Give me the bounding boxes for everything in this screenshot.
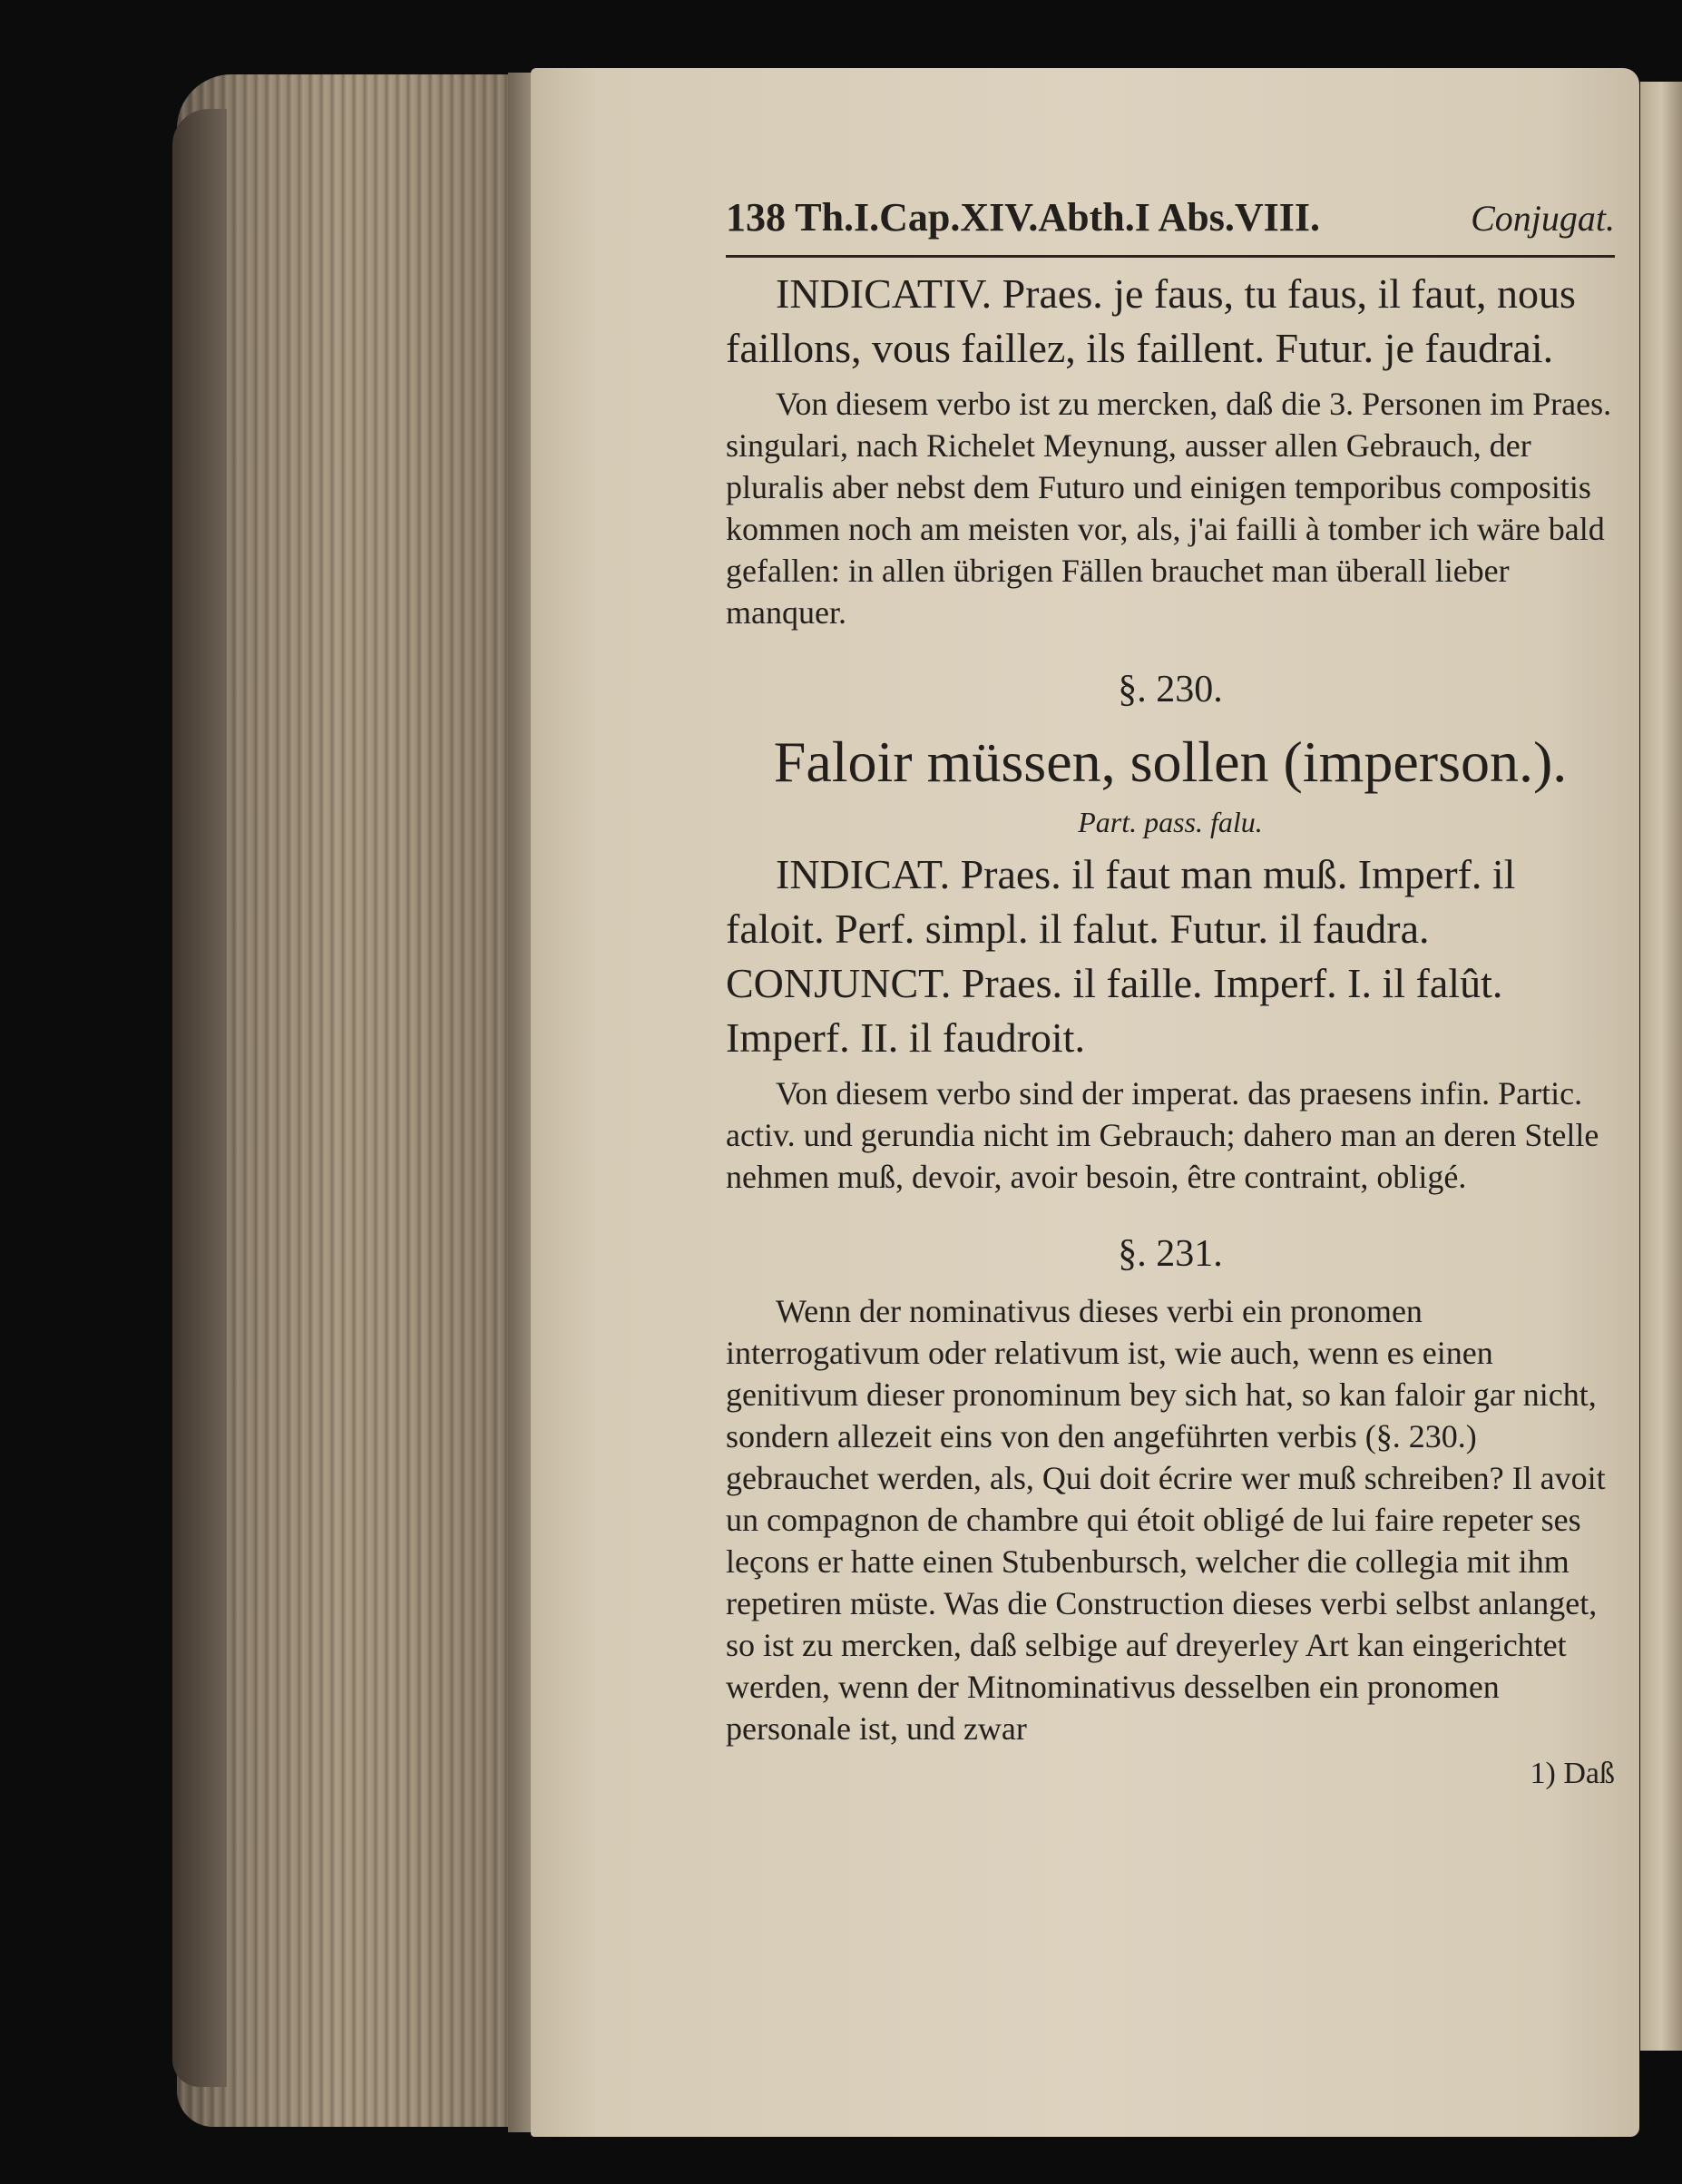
section-231-text: Wenn der nominativus dieses verbi ein pronomen interrogativum oder relativum ist, wie auch, wenn es einen genitivum dieser pronominum bey sich hat, so kan faloir gar nicht, sondern allezeit eins von den angeführten verbis (§. 230.) gebrauchet werden, als, Qui doit écrire wer muß schreiben? Il avoit un compagnon de chambre qui étoit obligé de lui faire repeter ses leçons er hatte einen Stubenbursch, welcher die collegia mit ihm repetiren müste. Was die Construction dieses verbi selbst anlanget, so ist zu mercken, daß selbige auf dreyerley Art kan eingerichtet werden, wenn der Mitnominativus desselben ein pronomen personale ist, und zwar <box>726 1293 1606 1747</box>
facing-page-edge <box>1640 82 1682 2051</box>
usage-note: Von diesem verbo ist zu mercken, daß die 3. Personen im Praes. singulari, nach Richelet Meynung, ausser allen Gebrauch, der pluralis aber nebst dem Futuro und einigen temporibus compositis kommen noch am meisten vor, als, j'ai failli à tomber ich wäre bald gefallen: in allen übrigen Fällen brauchet man überall lieber manquer. <box>726 386 1612 631</box>
entry-title-faloir: Faloir müssen, sollen (imperson.). <box>773 730 1568 794</box>
participle-line: Part. pass. falu. <box>1078 806 1263 838</box>
page-content <box>726 191 1615 1795</box>
indicativ-conjugation: INDICATIV. Praes. je faus, tu faus, il faut, nous faillons, vous faillez, ils faillent. Futur. je faudrai. <box>726 270 1576 371</box>
book-edge <box>177 74 535 2127</box>
section-reference: Th.I.Cap.XIV.Abth.I Abs.VIII. <box>795 195 1320 240</box>
section-number-230: §. 230. <box>1118 669 1223 710</box>
book-spine-shadow <box>172 109 227 2087</box>
running-title: Conjugat. <box>1471 198 1615 239</box>
faloir-conjugation: INDICAT. Praes. il faut man muß. Imperf. il faloit. Perf. simpl. il falut. Futur. il faudra. CONJUNCT. Praes. il faille. Imperf. I. il falût. Imperf. II. il faudroit. <box>726 851 1516 1061</box>
running-header <box>726 191 1615 258</box>
section-number-231: §. 231. <box>1118 1233 1223 1275</box>
faloir-note: Von diesem verbo sind der imperat. das praesens infin. Partic. activ. und gerundia nicht im Gebrauch; dahero man an deren Stelle nehmen muß, devoir, avoir besoin, être contraint, obligé. <box>726 1075 1599 1195</box>
page-number: 138 <box>726 195 786 240</box>
catchword: 1) Daß <box>1530 1757 1615 1790</box>
